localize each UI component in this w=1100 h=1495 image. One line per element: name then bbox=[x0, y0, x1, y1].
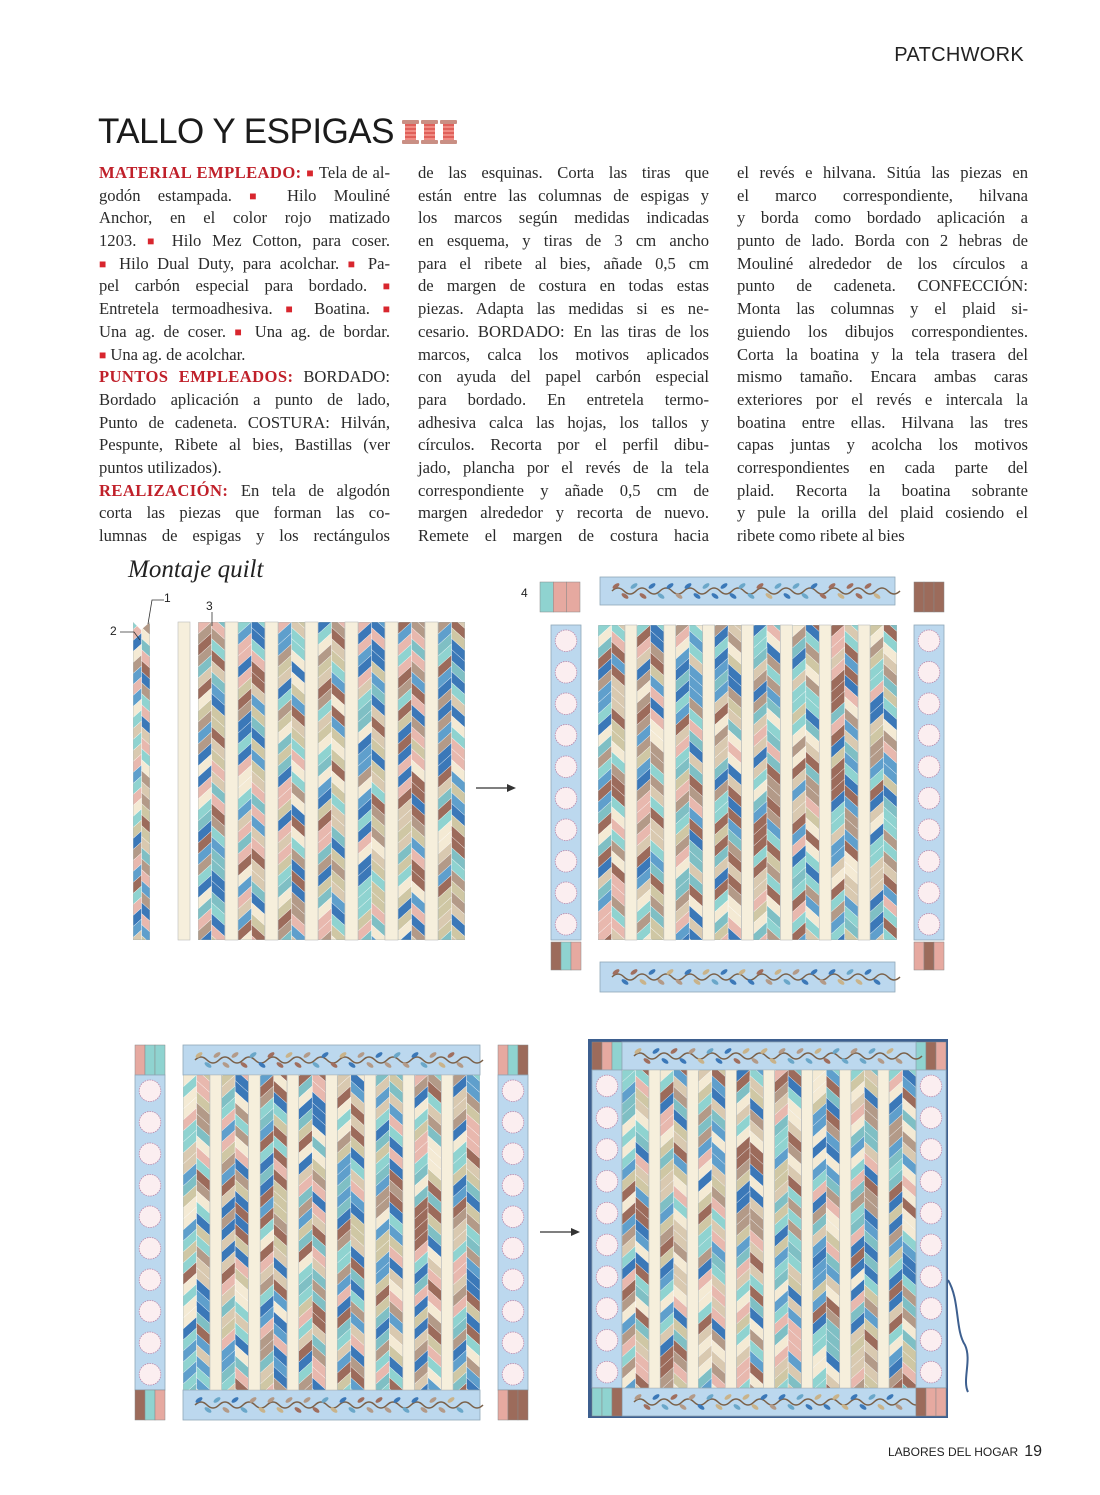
fabric-strip bbox=[870, 603, 884, 626]
text-line: adhesiva calca las hojas, los tallos y bbox=[418, 412, 709, 432]
fabric-strip bbox=[292, 947, 306, 970]
text-line: los marcos según medidas indicadas bbox=[418, 208, 709, 228]
corner-block bbox=[135, 1045, 145, 1075]
section-header: PATCHWORK bbox=[894, 44, 1024, 66]
text-line: ribete como ribete al bies bbox=[737, 526, 905, 545]
fabric-strip bbox=[318, 600, 332, 623]
corner-block bbox=[567, 582, 580, 612]
appliqué-circle bbox=[596, 1266, 618, 1288]
corner-block bbox=[508, 1390, 518, 1420]
fabric-strip bbox=[133, 941, 142, 960]
fabric-strip bbox=[358, 941, 372, 964]
text-line: exteriores por el revés e intercala la bbox=[737, 389, 1028, 409]
herringbone-column bbox=[358, 600, 385, 970]
magazine-name: LABORES DEL HOGAR bbox=[887, 1445, 1019, 1459]
herringbone-column bbox=[831, 603, 858, 973]
corner-block bbox=[914, 942, 924, 970]
herringbone-column bbox=[889, 1048, 916, 1418]
sashing-strip bbox=[878, 1070, 889, 1388]
corner-block bbox=[551, 942, 561, 970]
piece-label-1: 1 bbox=[164, 591, 171, 605]
sashing-strip bbox=[326, 1075, 338, 1390]
bullet-icon: ■ bbox=[285, 302, 302, 317]
herringbone-column bbox=[278, 600, 305, 970]
binding-tail bbox=[948, 1280, 968, 1392]
appliqué-circle bbox=[502, 1206, 524, 1228]
herringbone-column bbox=[133, 600, 150, 965]
appliqué-circle bbox=[555, 756, 577, 778]
text-line: boatina entre ellas. Hilvana las tres bbox=[737, 412, 1028, 432]
section-label: REALIZACIÓN: bbox=[99, 480, 229, 500]
fabric-strip bbox=[728, 939, 742, 962]
appliqué-circle bbox=[139, 1300, 161, 1322]
corner-block bbox=[602, 1042, 612, 1070]
appliqué-circle bbox=[918, 787, 940, 809]
fabric-strip bbox=[753, 603, 767, 626]
appliqué-circle bbox=[555, 724, 577, 746]
fabric-strip bbox=[715, 603, 729, 626]
herringbone-column bbox=[736, 1048, 763, 1418]
herringbone-column bbox=[453, 1053, 480, 1423]
appliqué-circle bbox=[502, 1237, 524, 1259]
appliqué-circle bbox=[920, 1075, 942, 1097]
herringbone-column bbox=[775, 1048, 802, 1418]
sashing-strip bbox=[305, 622, 318, 940]
text-line: godón estampada. ■ Hilo Mouliné bbox=[99, 185, 391, 205]
appliqué-circle bbox=[596, 1330, 618, 1352]
appliqué-circle bbox=[918, 913, 940, 935]
text-column-1 bbox=[99, 162, 390, 548]
text-line: punto de cadeneta. CONFECCIÓN: bbox=[737, 276, 1028, 296]
sashing-strip bbox=[742, 625, 754, 940]
text-line: con ayuda del papel carbón especial bbox=[418, 367, 709, 387]
fabric-strip bbox=[398, 941, 412, 964]
appliqué-circle bbox=[555, 693, 577, 715]
sashing-strip bbox=[265, 622, 278, 940]
herringbone-column bbox=[198, 600, 225, 970]
piece-label-4: 4 bbox=[521, 586, 528, 600]
appliqué-circle bbox=[555, 630, 577, 652]
corner-block bbox=[498, 1045, 508, 1075]
fabric-strip bbox=[831, 603, 845, 626]
appliqué-circle bbox=[920, 1330, 942, 1352]
corner-block bbox=[553, 582, 566, 612]
sashing-strip bbox=[858, 625, 870, 940]
corner-block bbox=[926, 1388, 936, 1416]
corner-block bbox=[561, 942, 571, 970]
appliqué-circle bbox=[596, 1298, 618, 1320]
fabric-strip bbox=[398, 600, 412, 623]
appliqué-circle bbox=[139, 1143, 161, 1165]
corner-block bbox=[155, 1045, 165, 1075]
herringbone-column bbox=[698, 1048, 725, 1418]
vine-border-strip bbox=[622, 1388, 916, 1416]
appliqué-circle bbox=[596, 1139, 618, 1161]
sashing-strip bbox=[763, 1070, 774, 1388]
bullet-icon: ■ bbox=[99, 256, 111, 271]
sashing-strip bbox=[385, 622, 398, 940]
corner-block bbox=[914, 582, 924, 612]
text-line: jado, plancha por el revés de la tela bbox=[418, 457, 709, 477]
text-line: Bordado aplicación a punto de lado, bbox=[99, 389, 390, 409]
corner-block bbox=[592, 1042, 602, 1070]
appliqué-circle bbox=[596, 1361, 618, 1383]
herringbone-column bbox=[260, 1053, 287, 1423]
appliqué-circle bbox=[920, 1202, 942, 1224]
appliqué-circle bbox=[555, 819, 577, 841]
text-line: el marco correspondiente, hilvana bbox=[737, 185, 1028, 205]
appliqué-circle bbox=[918, 693, 940, 715]
arrow-icon bbox=[571, 1228, 580, 1236]
appliqué-circle bbox=[920, 1266, 942, 1288]
fabric-strip bbox=[676, 603, 690, 626]
fabric-strip bbox=[278, 600, 292, 623]
piece-label-2: 2 bbox=[110, 624, 117, 638]
fabric-strip bbox=[845, 939, 859, 962]
herringbone-column bbox=[676, 603, 703, 973]
appliqué-circle bbox=[920, 1139, 942, 1161]
section-label: MATERIAL EMPLEADO: bbox=[99, 163, 302, 182]
sashing-strip bbox=[649, 1070, 660, 1388]
appliqué-circle bbox=[596, 1075, 618, 1097]
appliqué-circle bbox=[502, 1300, 524, 1322]
title-text: TALLO Y ESPIGAS bbox=[98, 112, 394, 151]
text-line: 1203. ■ Hilo Mez Cotton, para coser. bbox=[99, 231, 391, 251]
text-line: corta las piezas que forman las co- bbox=[99, 503, 390, 523]
text-line: y borda como bordado aplicación a bbox=[737, 208, 1028, 228]
appliqué-circle bbox=[918, 756, 940, 778]
text-line: para el ribete al bies, añade 0,5 cm bbox=[418, 253, 709, 273]
fabric-strip bbox=[252, 947, 266, 970]
text-line: Una ag. de coser. ■ Una ag. de bordar. bbox=[99, 321, 390, 341]
fabric-strip bbox=[650, 939, 664, 962]
text-line: marcos, calca los motivos aplicados bbox=[418, 344, 709, 364]
bullet-icon: ■ bbox=[382, 302, 391, 317]
appliqué-circle bbox=[920, 1234, 942, 1256]
fabric-strip bbox=[438, 600, 452, 623]
herringbone-column bbox=[438, 600, 465, 970]
text-column-2 bbox=[418, 162, 709, 548]
fabric-strip bbox=[806, 939, 820, 962]
fabric-strip bbox=[318, 941, 332, 964]
herringbone-column bbox=[183, 1053, 210, 1423]
sashing-strip bbox=[780, 625, 792, 940]
page-number: 19 bbox=[1024, 1443, 1042, 1460]
herringbone-column bbox=[318, 600, 345, 970]
text-line: Pespunte, Ribete al bies, Bastillas (ver bbox=[99, 435, 390, 455]
text-line: puntos utilizados). bbox=[99, 457, 222, 477]
bullet-icon: ■ bbox=[99, 347, 107, 362]
section-label: PUNTOS EMPLEADOS: bbox=[99, 367, 294, 387]
appliqué-circle bbox=[502, 1111, 524, 1133]
appliqué-circle bbox=[502, 1363, 524, 1385]
text-column-3 bbox=[737, 162, 1028, 548]
text-line: lumnas de espigas y los rectángulos bbox=[99, 526, 390, 545]
bullet-icon: ■ bbox=[234, 324, 247, 339]
text-line: Monta las columnas y el plaid si- bbox=[737, 299, 1028, 319]
piece-label-3: 3 bbox=[206, 599, 213, 613]
corner-block bbox=[934, 942, 944, 970]
corner-block bbox=[936, 1042, 946, 1070]
corner-block bbox=[145, 1390, 155, 1420]
fabric-strip bbox=[612, 939, 626, 962]
text-line: y pule la orilla del plaid cosiendo el bbox=[737, 503, 1028, 523]
corner-block bbox=[592, 1388, 602, 1416]
herringbone-column bbox=[414, 1053, 441, 1423]
appliqué-circle bbox=[920, 1361, 942, 1383]
sashing-strip bbox=[287, 1075, 299, 1390]
fabric-strip bbox=[212, 947, 226, 970]
corner-block bbox=[135, 1390, 145, 1420]
text-line: están entre las columnas de espigas y bbox=[418, 185, 709, 205]
text-line: Punto de cadeneta. COSTURA: Hilván, bbox=[99, 412, 390, 432]
page-title bbox=[98, 112, 457, 152]
text-line: Remete el margen de costura hacia bbox=[418, 526, 709, 545]
appliqué-circle bbox=[920, 1298, 942, 1320]
herringbone-column bbox=[851, 1048, 878, 1418]
text-line: capas juntas y acolcha los motivos bbox=[737, 435, 1028, 455]
text-line: círculos. Recorta por el perfil dibu- bbox=[418, 435, 709, 455]
fabric-strip bbox=[358, 600, 372, 623]
text-line: plaid. Recorta la boatina sobrante bbox=[737, 480, 1028, 500]
label-leader-line bbox=[148, 600, 164, 624]
appliqué-circle bbox=[139, 1174, 161, 1196]
fabric-strip bbox=[332, 947, 346, 970]
herringbone-column bbox=[622, 1048, 649, 1418]
appliqué-circle bbox=[555, 661, 577, 683]
corner-block bbox=[924, 942, 934, 970]
appliqué-circle bbox=[502, 1269, 524, 1291]
sashing-strip bbox=[687, 1070, 698, 1388]
appliqué-circle bbox=[502, 1174, 524, 1196]
sashing-strip bbox=[249, 1075, 261, 1390]
corner-block bbox=[602, 1388, 612, 1416]
appliqué-circle bbox=[596, 1234, 618, 1256]
fabric-strip bbox=[689, 939, 703, 962]
text-line: el revés e hilvana. Sitúa las piezas en bbox=[737, 163, 1028, 182]
fabric-strip bbox=[412, 947, 426, 970]
text-line: correspondientes en cada parte del bbox=[737, 457, 1028, 477]
bullet-icon: ■ bbox=[306, 166, 315, 180]
appliqué-circle bbox=[139, 1332, 161, 1354]
herringbone-column bbox=[637, 603, 664, 973]
fabric-strip bbox=[238, 941, 252, 964]
herringbone-column bbox=[299, 1053, 326, 1423]
corner-block bbox=[924, 582, 934, 612]
spool-rating-icons bbox=[402, 120, 457, 144]
corner-block bbox=[934, 582, 944, 612]
fabric-strip bbox=[438, 941, 452, 964]
sashing-strip bbox=[178, 622, 190, 940]
bullet-icon: ■ bbox=[147, 234, 162, 249]
sashing-strip bbox=[625, 625, 637, 940]
corner-block bbox=[155, 1390, 165, 1420]
herringbone-column bbox=[870, 603, 897, 973]
corner-block bbox=[936, 1388, 946, 1416]
text-line: para bordado. En entretela termo- bbox=[418, 389, 709, 409]
corner-block bbox=[145, 1045, 155, 1075]
text-line: de las esquinas. Corta las tiras que bbox=[418, 163, 709, 182]
sashing-strip bbox=[345, 622, 358, 940]
text-line: REALIZACIÓN: En tela de algodón bbox=[99, 480, 390, 500]
fabric-strip bbox=[198, 941, 212, 964]
corner-block bbox=[498, 1390, 508, 1420]
appliqué-circle bbox=[555, 850, 577, 872]
text-line: pel carbón especial para bordado. ■ bbox=[99, 276, 390, 296]
fabric-strip bbox=[767, 939, 781, 962]
corner-block bbox=[518, 1390, 528, 1420]
appliqué-circle bbox=[918, 819, 940, 841]
appliqué-circle bbox=[918, 882, 940, 904]
sashing-strip bbox=[364, 1075, 376, 1390]
herringbone-column bbox=[376, 1053, 403, 1423]
text-line: mismo tamaño. Encara ambas caras bbox=[737, 367, 1028, 387]
text-line: correspondiente y añade 0,5 cm de bbox=[418, 480, 709, 500]
page-footer bbox=[888, 1443, 1042, 1461]
appliqué-circle bbox=[555, 882, 577, 904]
bullet-icon: ■ bbox=[347, 256, 360, 271]
appliqué-circle bbox=[139, 1363, 161, 1385]
appliqué-circle bbox=[596, 1202, 618, 1224]
text-line: Entretela termoadhesiva. ■ Boatina. ■ bbox=[99, 299, 391, 319]
sashing-strip bbox=[664, 625, 676, 940]
text-line: margen alrededor y recorta de nuevo. bbox=[418, 503, 709, 523]
corner-block bbox=[612, 1388, 622, 1416]
appliqué-circle bbox=[139, 1111, 161, 1133]
appliqué-circle bbox=[918, 630, 940, 652]
text-line: piezas. Adapta las medidas si es ne- bbox=[418, 299, 709, 319]
fabric-strip bbox=[142, 947, 151, 966]
bullet-icon: ■ bbox=[382, 279, 390, 294]
sashing-strip bbox=[225, 622, 238, 940]
vine-border-strip bbox=[622, 1042, 916, 1070]
fabric-strip bbox=[133, 600, 142, 619]
spool-icon bbox=[402, 120, 419, 144]
text-line: Anchor, en el color rojo matizado bbox=[99, 208, 390, 228]
sashing-strip bbox=[425, 622, 438, 940]
text-line: de margen de costura en todas estas bbox=[418, 276, 709, 296]
fabric-strip bbox=[884, 939, 898, 962]
fabric-strip bbox=[238, 600, 252, 623]
text-line: PUNTOS EMPLEADOS: BORDADO: bbox=[99, 367, 390, 387]
text-line: MATERIAL EMPLEADO: ■ Tela de al- bbox=[99, 163, 390, 182]
sashing-strip bbox=[802, 1070, 813, 1388]
text-line: Corta la boatina y la tela trasera del bbox=[737, 344, 1028, 364]
corner-block bbox=[518, 1045, 528, 1075]
herringbone-column bbox=[598, 603, 625, 973]
diagram-caption: Montaje quilt bbox=[128, 556, 264, 583]
appliqué-circle bbox=[139, 1206, 161, 1228]
appliqué-circle bbox=[918, 724, 940, 746]
herringbone-column bbox=[660, 1048, 687, 1418]
corner-block bbox=[571, 942, 581, 970]
sashing-strip bbox=[403, 1075, 415, 1390]
sashing-strip bbox=[703, 625, 715, 940]
sashing-strip bbox=[840, 1070, 851, 1388]
fabric-strip bbox=[598, 603, 612, 626]
sashing-strip bbox=[210, 1075, 222, 1390]
corner-block bbox=[612, 1042, 622, 1070]
appliqué-circle bbox=[918, 661, 940, 683]
herringbone-column bbox=[222, 1053, 249, 1423]
sashing-strip bbox=[819, 625, 831, 940]
text-line: en esquema, y tiras de 3 cm ancho bbox=[418, 231, 709, 251]
text-line: ■ Una ag. de acolchar. bbox=[99, 344, 246, 364]
arrow-icon bbox=[507, 784, 516, 792]
appliqué-circle bbox=[920, 1107, 942, 1129]
appliqué-circle bbox=[502, 1332, 524, 1354]
appliqué-circle bbox=[918, 850, 940, 872]
herringbone-column bbox=[398, 600, 425, 970]
spool-icon bbox=[440, 120, 457, 144]
fabric-strip bbox=[278, 941, 292, 964]
appliqué-circle bbox=[139, 1080, 161, 1102]
appliqué-circle bbox=[502, 1143, 524, 1165]
herringbone-column bbox=[753, 603, 780, 973]
appliqué-circle bbox=[139, 1269, 161, 1291]
text-line: cesario. BORDADO: En las tiras de los bbox=[418, 321, 709, 341]
herringbone-column bbox=[792, 603, 819, 973]
appliqué-circle bbox=[555, 913, 577, 935]
herringbone-column bbox=[715, 603, 742, 973]
corner-block bbox=[540, 582, 553, 612]
fabric-strip bbox=[452, 947, 466, 970]
sashing-strip bbox=[725, 1070, 736, 1388]
fabric-strip bbox=[792, 603, 806, 626]
corner-block bbox=[508, 1045, 518, 1075]
appliqué-circle bbox=[920, 1171, 942, 1193]
text-line: Mouliné alrededor de los círculos a bbox=[737, 253, 1028, 273]
fabric-strip bbox=[637, 603, 651, 626]
herringbone-column bbox=[813, 1048, 840, 1418]
appliqué-circle bbox=[555, 787, 577, 809]
appliqué-circle bbox=[502, 1080, 524, 1102]
appliqué-circle bbox=[139, 1237, 161, 1259]
text-line: guiendo los dibujos correspondientes. bbox=[737, 321, 1028, 341]
appliqué-circle bbox=[596, 1171, 618, 1193]
vine-border-strip bbox=[600, 577, 895, 605]
corner-block bbox=[916, 1388, 926, 1416]
text-line: ■ Hilo Dual Duty, para acolchar. ■ Pa- bbox=[99, 253, 390, 273]
appliqué-circle bbox=[596, 1107, 618, 1129]
herringbone-column bbox=[238, 600, 265, 970]
sashing-strip bbox=[441, 1075, 453, 1390]
bullet-icon: ■ bbox=[249, 188, 270, 203]
text-line: punto de lado. Borda con 2 hebras de bbox=[737, 231, 1028, 251]
corner-block bbox=[926, 1042, 936, 1070]
vine-border-strip bbox=[600, 962, 895, 992]
fabric-strip bbox=[372, 947, 386, 970]
herringbone-column bbox=[337, 1053, 364, 1423]
spool-icon bbox=[421, 120, 438, 144]
